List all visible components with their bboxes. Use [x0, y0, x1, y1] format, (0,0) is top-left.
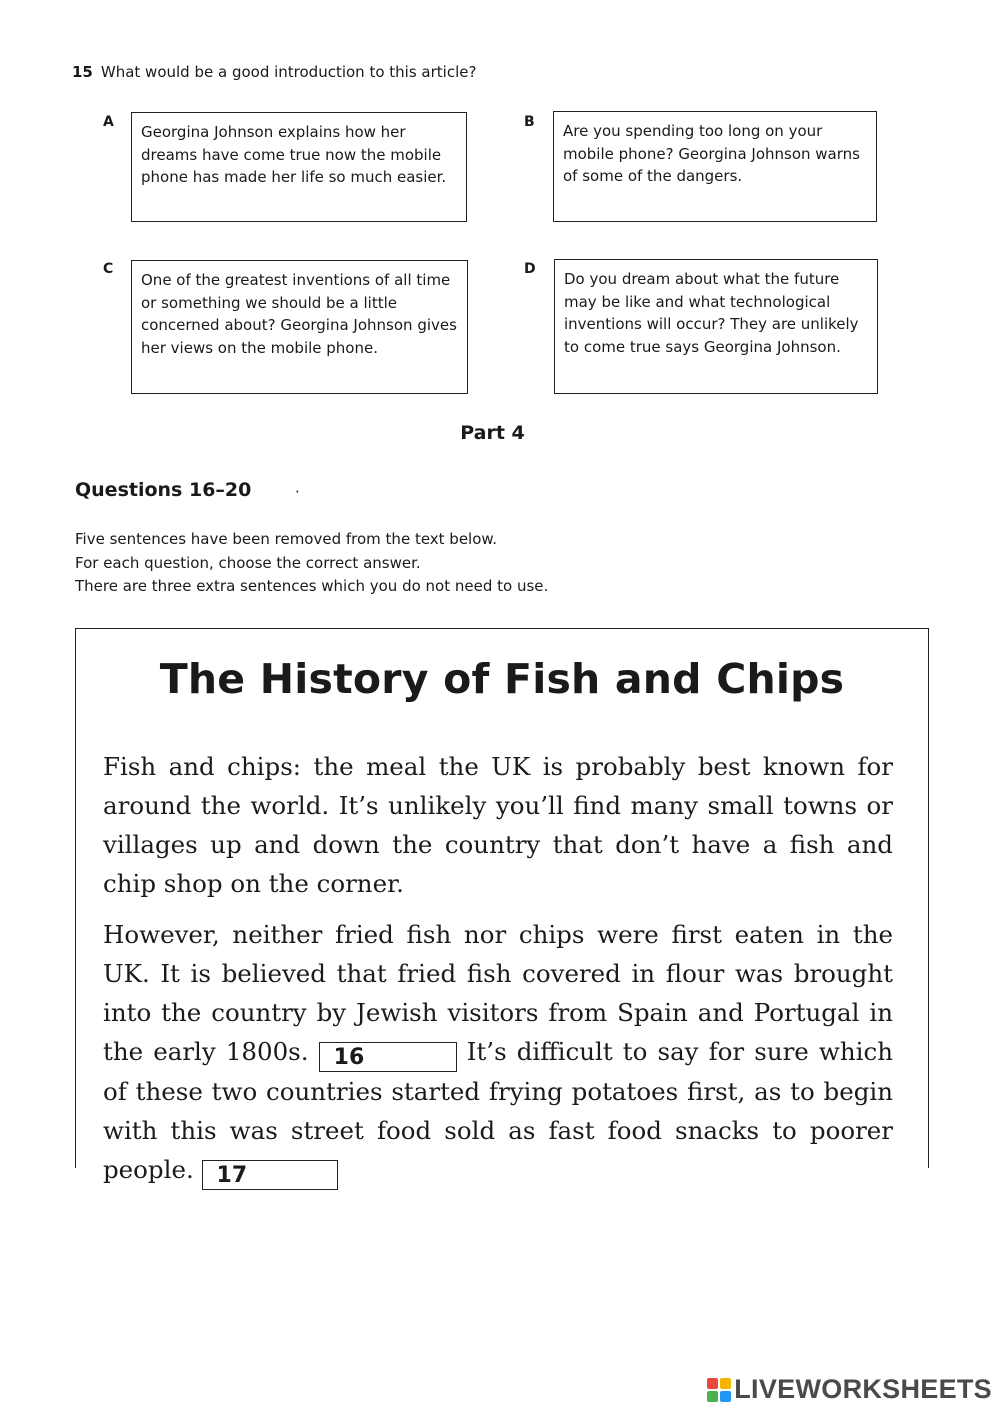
option-d-letter: D	[524, 261, 536, 277]
instructions	[75, 528, 548, 599]
paragraph-2-part-1: However, neither fried fish nor chips were first eaten in the UK. It is believed that fried fish covered in flour was brought into the country by Jewish visitors from Spain and Portugal in the early 1800s.	[103, 920, 893, 1066]
gap-17-number: 17	[216, 1163, 248, 1188]
option-a-text: Georgina Johnson explains how her dreams have come true now the mobile phone has made her life so much easier.	[141, 123, 447, 186]
option-c-letter: C	[103, 261, 114, 277]
option-a-letter: A	[103, 114, 114, 130]
article-paragraph-1: Fish and chips: the meal the UK is probably best known for around the world. It’s unlikely you’ll find many small towns or villages up and down the country that don’t have a fish and chip shop on the corner.	[103, 752, 893, 898]
option-b-box[interactable]	[553, 111, 877, 222]
question-15	[72, 63, 476, 81]
article-title: The History of Fish and Chips	[159, 655, 845, 703]
paragraph-2-part-2: It’s difficult to say for sure which of these two countries started frying potatoes first, as to begin with this was street food sold as fast food snacks to poorer people.	[103, 1037, 893, 1184]
logo-text: LIVEWORKSHEETS	[734, 1374, 992, 1404]
article-frame	[75, 628, 929, 1188]
article-paragraph-2	[103, 915, 893, 1190]
logo-icon	[707, 1378, 731, 1402]
instruction-line: Five sentences have been removed from the text below.	[75, 530, 498, 548]
gap-16-number: 16	[333, 1045, 365, 1070]
stray-mark: ·	[295, 483, 300, 501]
instruction-line: For each question, choose the correct answer.	[75, 553, 421, 572]
liveworksheets-logo	[707, 1374, 992, 1405]
option-b-text: Are you spending too long on your mobile phone? Georgina Johnson warns of some of the dangers.	[563, 122, 860, 185]
option-d-box[interactable]	[554, 259, 878, 394]
gap-16-box[interactable]	[319, 1042, 457, 1072]
option-d-text: Do you dream about what the future may be like and what technological inventions will occur? They are unlikely to come true says Georgina Johnson.	[564, 270, 859, 356]
instruction-line: There are three extra sentences which you do not need to use.	[75, 577, 549, 595]
option-c-text: One of the greatest inventions of all time or something we should be a little concerned about? Georgina Johnson gives her views on the mobile phone.	[141, 271, 457, 357]
questions-heading: Questions 16–20	[75, 479, 252, 501]
question-text: What would be a good introduction to this article?	[100, 63, 477, 81]
option-c-box[interactable]	[131, 260, 468, 394]
article-body	[103, 747, 893, 1202]
option-b-letter: B	[524, 114, 535, 130]
question-number: 15	[72, 63, 93, 81]
part-title: Part 4	[460, 422, 525, 444]
option-a-box[interactable]	[131, 112, 467, 222]
gap-17-box[interactable]	[202, 1160, 338, 1190]
